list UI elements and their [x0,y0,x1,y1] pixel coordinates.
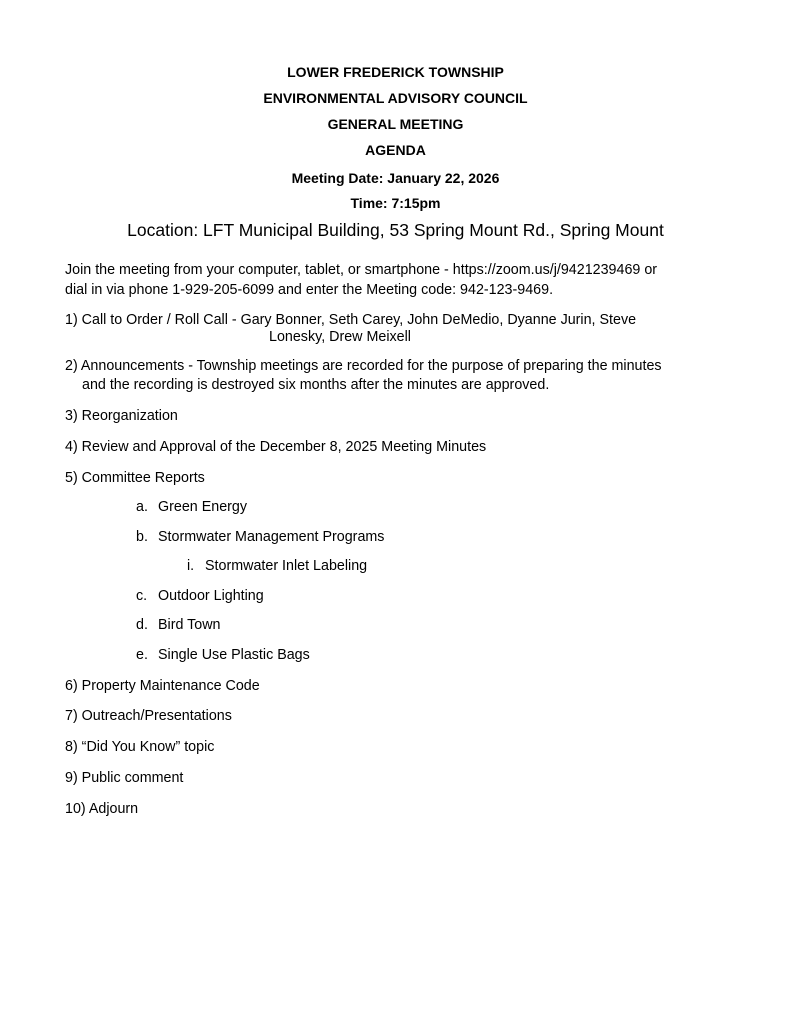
agenda-item-3: 3) Reorganization [65,408,178,424]
agenda-item-9: 9) Public comment [65,770,184,786]
sub-item-marker-b: b. [136,529,148,545]
meeting-type: GENERAL MEETING [327,116,464,132]
agenda-item-10: 10) Adjourn [65,801,139,817]
agenda-item-2-continued: and the recording is destroyed six months after the minutes are approved. [82,377,550,393]
meeting-date: Meeting Date: January 22, 2026 [291,170,500,186]
sub-item-marker-c: c. [136,588,148,604]
agenda-item-6: 6) Property Maintenance Code [65,678,260,694]
sub-item-a: Green Energy [158,499,248,515]
agenda-item-1: 1) Call to Order / Roll Call - Gary Bonner, Seth Carey, John DeMedio, Dyanne Jurin, Steve [65,312,637,328]
agenda-item-2: 2) Announcements - Township meetings are recorded for the purpose of preparing the minutes [65,358,662,374]
council-name: ENVIRONMENTAL ADVISORY COUNCIL [263,90,528,106]
document-title: AGENDA [365,142,426,158]
sub-sub-item-i: Stormwater Inlet Labeling [205,558,368,574]
township-name: LOWER FREDERICK TOWNSHIP [287,64,504,80]
agenda-item-7: 7) Outreach/Presentations [65,708,232,724]
agenda-item-4: 4) Review and Approval of the December 8, 2025 Meeting Minutes [65,439,487,455]
meeting-location: Location: LFT Municipal Building, 53 Spring Mount Rd., Spring Mount [127,220,664,240]
sub-item-e: Single Use Plastic Bags [158,647,310,663]
sub-item-marker-d: d. [136,617,148,633]
agenda-item-8: 8) “Did You Know” topic [65,739,215,755]
join-instructions-line2: dial in via phone 1-929-205-6099 and enter the Meeting code: 942-123-9469. [65,282,554,298]
meeting-time: Time: 7:15pm [350,195,441,211]
sub-item-marker-e: e. [136,647,148,663]
sub-item-c: Outdoor Lighting [158,588,264,604]
sub-sub-item-marker-i: i. [187,558,195,574]
agenda-item-5: 5) Committee Reports [65,470,205,486]
agenda-item-1-continued: Lonesky, Drew Meixell [269,329,411,345]
join-instructions-line1: Join the meeting from your computer, tablet, or smartphone - https://zoom.us/j/9421239469 or [65,262,658,278]
sub-item-marker-a: a. [136,499,148,515]
sub-item-d: Bird Town [158,617,221,633]
sub-item-b: Stormwater Management Programs [158,529,385,545]
